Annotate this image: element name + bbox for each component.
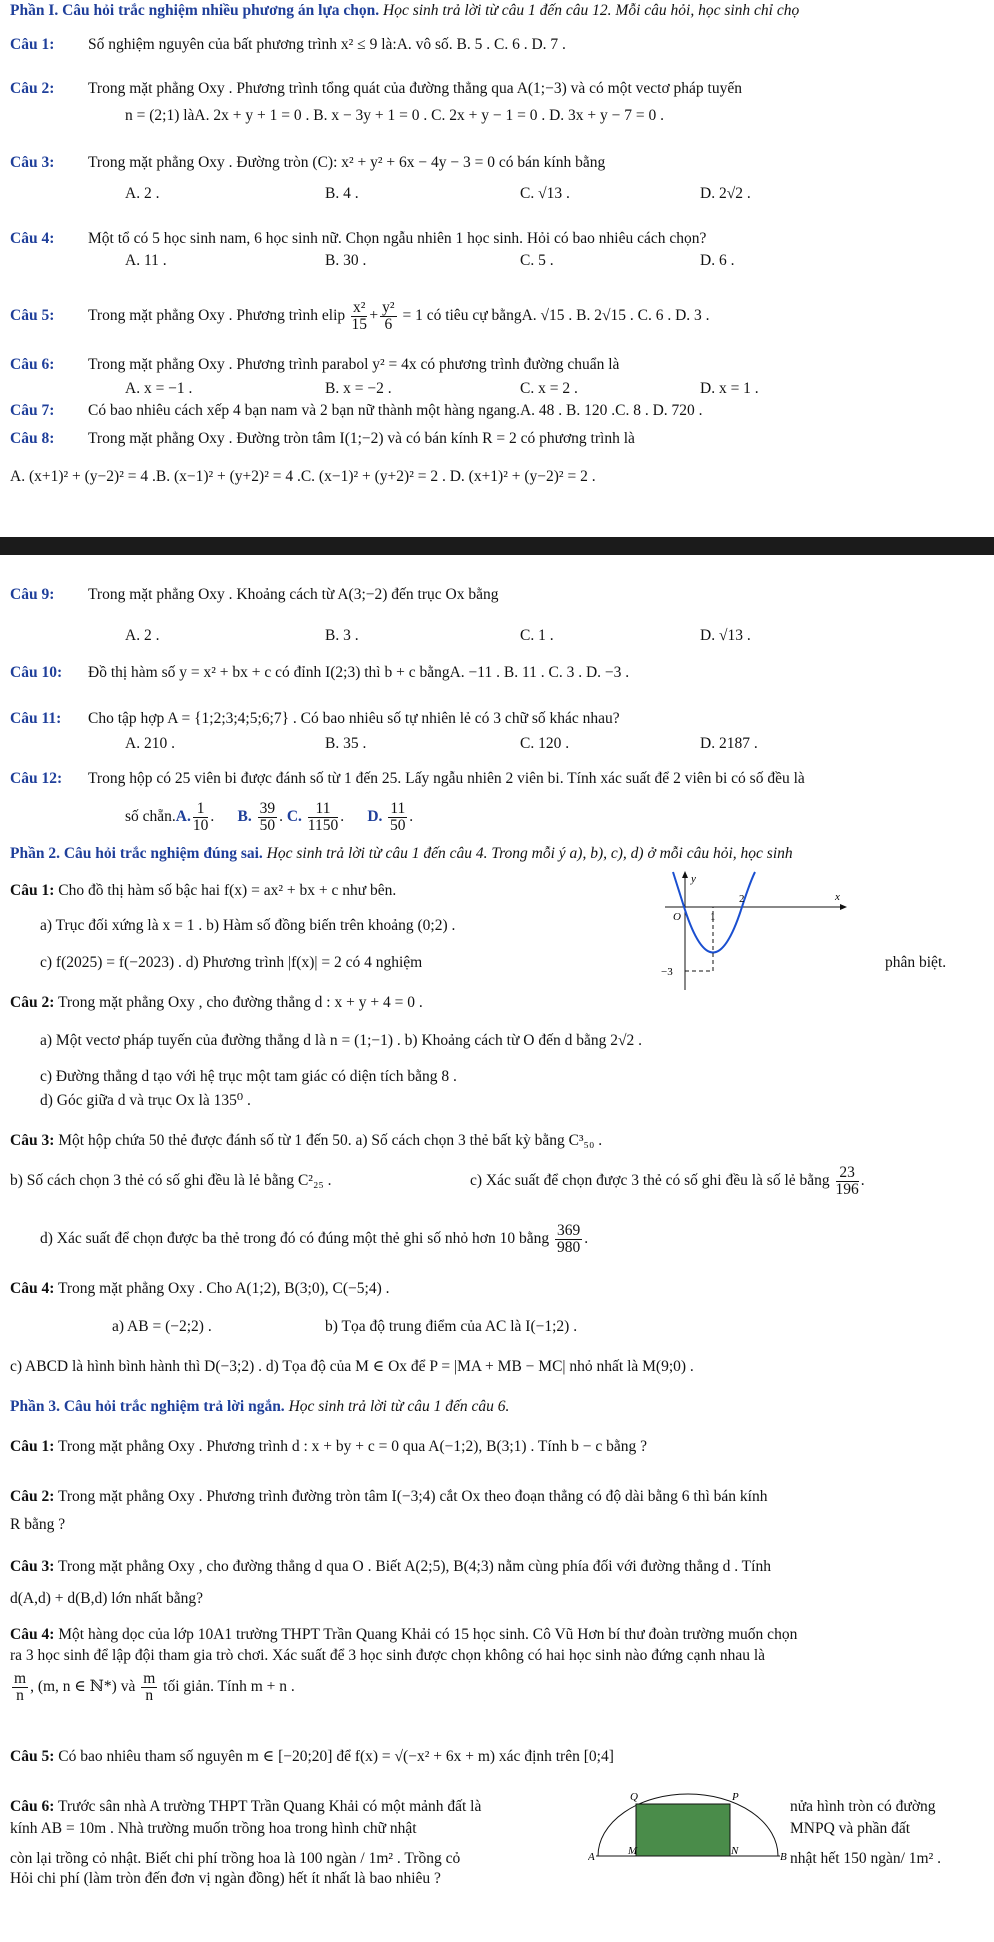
garden-figure bbox=[588, 1788, 788, 1864]
question-11: Câu 11: Cho tập hợp A = {1;2;3;4;5;6;7} . Có bao nhiêu số tự nhiên lẻ có 3 chữ số khác nhau? bbox=[10, 710, 620, 727]
part2-q2-c: c) Đường thẳng d tạo với hệ trục một tam giác có diện tích bằng 8 . bbox=[40, 1068, 457, 1085]
part3-q6-line-4: Hỏi chi phí (làm tròn đến đơn vị ngàn đồng) hết ít nhất là bao nhiêu ? bbox=[10, 1870, 441, 1887]
question-12-options: số chẵn.A. $\frac{1}{10}$ . B. $\frac{39}{50}$ . C. $\frac{11}{1150}$ . D. $\frac{11}{50}$ . bbox=[125, 799, 414, 834]
part3-question-5: Câu 5: Có bao nhiêu tham số nguyên m ∈ [−20;20] để f(x) = √(−x² + 6x + m) xác định trên [0;4] bbox=[10, 1748, 614, 1765]
part2-heading: Phần 2. Câu hỏi trắc nghiệm đúng sai. Học sinh trả lời từ câu 1 đến câu 4. Trong mỗi ý a), b), c), d) ở mỗi câu hỏi, học sinh bbox=[10, 845, 793, 862]
part3-q6-right-3: nhật hết 150 ngàn/ 1m² . bbox=[790, 1850, 942, 1867]
question-8-options: A. (x+1)² + (y−2)² = 4 .B. (x−1)² + (y+2)² = 4 .C. (x−1)² + (y+2)² = 2 . D. (x+1)² + (y−2)² = 2 . bbox=[10, 468, 596, 485]
question-3: Câu 3: Trong mặt phẳng Oxy . Đường tròn (C): x² + y² + 6x − 4y − 3 = 0 có bán kính bằng bbox=[10, 154, 606, 171]
question-1: Câu 1: Số nghiệm nguyên của bất phương trình x² ≤ 9 là:A. vô số. B. 5 . C. 6 . D. 7 . bbox=[10, 36, 566, 53]
part2-question-4: Câu 4: Trong mặt phẳng Oxy . Cho A(1;2), B(3;0), C(−5;4) . bbox=[10, 1280, 390, 1297]
part3-heading: Phần 3. Câu hỏi trắc nghiệm trả lời ngắn. Học sinh trả lời từ câu 1 đến câu 6. bbox=[10, 1398, 510, 1415]
graph-y-label: y bbox=[691, 873, 696, 885]
question-6: Câu 6: Trong mặt phẳng Oxy . Phương trình parabol y² = 4x có phương trình đường chuẩn là bbox=[10, 356, 620, 373]
part2-question-2: Câu 2: Trong mặt phẳng Oxy , cho đường thẳng d : x + y + 4 = 0 . bbox=[10, 994, 423, 1011]
question-12: Câu 12: Trong hộp có 25 viên bi được đánh số từ 1 đến 25. Lấy ngẫu nhiên 2 viên bi. Tính xác suất để 2 viên bi có số đều là bbox=[10, 770, 805, 787]
part3-question-1: Câu 1: Trong mặt phẳng Oxy . Phương trình d : x + by + c = 0 qua A(−1;2), B(3;1) . Tính b − c bằng ? bbox=[10, 1438, 647, 1455]
part3-q6-right-1: nửa hình tròn có đường bbox=[790, 1798, 936, 1815]
part1-heading: Phần I. Câu hỏi trắc nghiệm nhiều phương án lựa chọn. Học sinh trả lời từ câu 1 đến câu 12. Mỗi câu hỏi, học sinh chỉ chọ bbox=[10, 2, 800, 19]
question-8: Câu 8: Trong mặt phẳng Oxy . Đường tròn tâm I(1;−2) và có bán kính R = 2 có phương trình là bbox=[10, 430, 635, 447]
point-a-label: A bbox=[588, 1851, 595, 1863]
part3-question-4-frac: $\frac{m}{n}$ , (m, n ∈ ℕ*) và $\frac{m}{n}$ tối giản. Tính m + n . bbox=[14, 1669, 295, 1704]
part2-q3-d: d) Xác suất để chọn được ba thẻ trong đó có đúng một thẻ ghi số nhỏ hơn 10 bằng $\frac{369}{980}$ . bbox=[40, 1221, 589, 1256]
ellipse-frac-x: $\frac{\text{x²}}{15}$ bbox=[351, 299, 367, 333]
question-2: Câu 2: Trong mặt phẳng Oxy . Phương trình tổng quát của đường thẳng qua A(1;−3) và có một vectơ pháp tuyến bbox=[10, 80, 742, 97]
question-7: Câu 7: Có bao nhiêu cách xếp 4 bạn nam và 2 bạn nữ thành một hàng ngang.A. 48 . B. 120 .C. 8 . D. 720 . bbox=[10, 402, 703, 419]
part3-question-3: Câu 3: Trong mặt phẳng Oxy , cho đường thẳng d qua O . Biết A(2;5), B(4;3) nằm cùng phía đối với đường thẳng d . Tính bbox=[10, 1558, 771, 1575]
graph-x-arrow bbox=[840, 904, 847, 910]
graph-x-label: x bbox=[835, 891, 840, 903]
part2-q1-tail: phân biệt. bbox=[885, 954, 947, 971]
question-2-options: n = (2;1) làA. 2x + y + 1 = 0 . B. x − 3y + 1 = 0 . C. 2x + y − 1 = 0 . D. 3x + y − 7 = 0 . bbox=[125, 107, 665, 124]
part3-q6-line-3: còn lại trồng cỏ nhật. Biết chi phí trồng hoa là 100 ngàn / 1m² . Trồng cỏ bbox=[10, 1850, 461, 1867]
ellipse-frac-y: $\frac{\text{y²}}{6}$ bbox=[382, 299, 395, 333]
graph-tick-2: 2 bbox=[739, 893, 745, 905]
part2-q3-b: b) Số cách chọn 3 thẻ có số ghi đều là lẻ bằng C²₂₅ . bbox=[10, 1172, 332, 1189]
part3-q6-right-2: MNPQ và phần đất bbox=[790, 1820, 911, 1837]
part2-q2-d: d) Góc giữa d và trục Ox là 135⁰ . bbox=[40, 1092, 251, 1109]
question-9: Câu 9: Trong mặt phẳng Oxy . Khoảng cách từ A(3;−2) đến trục Ox bằng bbox=[10, 586, 499, 603]
graph-tick-minus-3: −3 bbox=[661, 966, 673, 978]
graph-origin-label: O bbox=[673, 911, 681, 923]
point-p-label: P bbox=[732, 1791, 739, 1803]
part2-q3-c: c) Xác suất để chọn được 3 thẻ có số ghi đều là số lẻ bằng $\frac{23}{196}$ . bbox=[470, 1163, 865, 1198]
question-5: Câu 5: Trong mặt phẳng Oxy . Phương trình elip $\frac{\text{x²}}{15}$ + $\frac{\text{y²}}{6}$ = 1 có tiêu cự bằngA. √15 . B. 2√15 . C. 6 . D. 3 . bbox=[10, 299, 710, 333]
question-10: Câu 10: Đồ thị hàm số y = x² + bx + c có đỉnh I(2;3) thì b + c bằngA. −11 . B. 11 . C. 3 . D. −3 . bbox=[10, 664, 630, 681]
question-4: Câu 4: Một tổ có 5 học sinh nam, 6 học sinh nữ. Chọn ngẫu nhiên 1 học sinh. Hỏi có bao nhiêu cách chọn? bbox=[10, 230, 707, 247]
point-n-label: N bbox=[731, 1845, 739, 1857]
part2-question-3: Câu 3: Một hộp chứa 50 thẻ được đánh số từ 1 đến 50. a) Số cách chọn 3 thẻ bất kỳ bằng C³₅₀ . bbox=[10, 1132, 603, 1149]
part2-q2-ab: a) Một vectơ pháp tuyến của đường thẳng d là n = (1;−1) . b) Khoảng cách từ O đến d bằng 2√2 . bbox=[40, 1032, 642, 1049]
graph-y-arrow bbox=[682, 871, 688, 878]
point-q-label: Q bbox=[630, 1791, 638, 1803]
parabola-graph bbox=[655, 870, 855, 995]
flower-rectangle-mnpq bbox=[636, 1804, 730, 1856]
part3-question-3-cont: d(A,d) + d(B,d) lớn nhất bằng? bbox=[10, 1590, 203, 1607]
part3-question-4: Câu 4: Một hàng dọc của lớp 10A1 trường THPT Trần Quang Khải có 15 học sinh. Cô Vũ Hơn bí thư đoàn trường muốn chọn bbox=[10, 1626, 798, 1643]
part3-question-6: Câu 6: Trước sân nhà A trường THPT Trần Quang Khải có một mảnh đất là bbox=[10, 1798, 482, 1815]
part2-q1-ab: a) Trục đối xứng là x = 1 . b) Hàm số đồng biến trên khoảng (0;2) . bbox=[40, 917, 456, 934]
graph-tick-1: 1 bbox=[710, 911, 716, 923]
part3-question-4-cont: ra 3 học sinh để lập đội tham gia trò chơi. Xác suất để 3 học sinh được chọn không có hai học sinh nào đứng cạnh nhau là bbox=[10, 1647, 766, 1664]
part2-q4-cd: c) ABCD là hình bình hành thì D(−3;2) . d) Tọa độ của M ∈ Ox để P = |MA + MB − MC| nhỏ nhất là M(9;0) . bbox=[10, 1358, 694, 1375]
part3-q6-line-2: kính AB = 10m . Nhà trường muốn trồng hoa trong hình chữ nhật bbox=[10, 1820, 417, 1837]
part2-question-1: Câu 1: Cho đồ thị hàm số bậc hai f(x) = ax² + bx + c như bên. bbox=[10, 882, 397, 899]
point-m-label: M bbox=[628, 1845, 638, 1857]
section-divider-band bbox=[0, 537, 994, 555]
point-b-label: B bbox=[780, 1851, 787, 1863]
part3-question-2-cont: R bằng ? bbox=[10, 1516, 66, 1533]
part3-question-2: Câu 2: Trong mặt phẳng Oxy . Phương trình đường tròn tâm I(−3;4) cắt Ox theo đoạn thẳng có độ dài bằng 6 thì bán kính bbox=[10, 1488, 768, 1505]
part2-q1-cd: c) f(2025) = f(−2023) . d) Phương trình |f(x)| = 2 có 4 nghiệm bbox=[40, 954, 423, 971]
